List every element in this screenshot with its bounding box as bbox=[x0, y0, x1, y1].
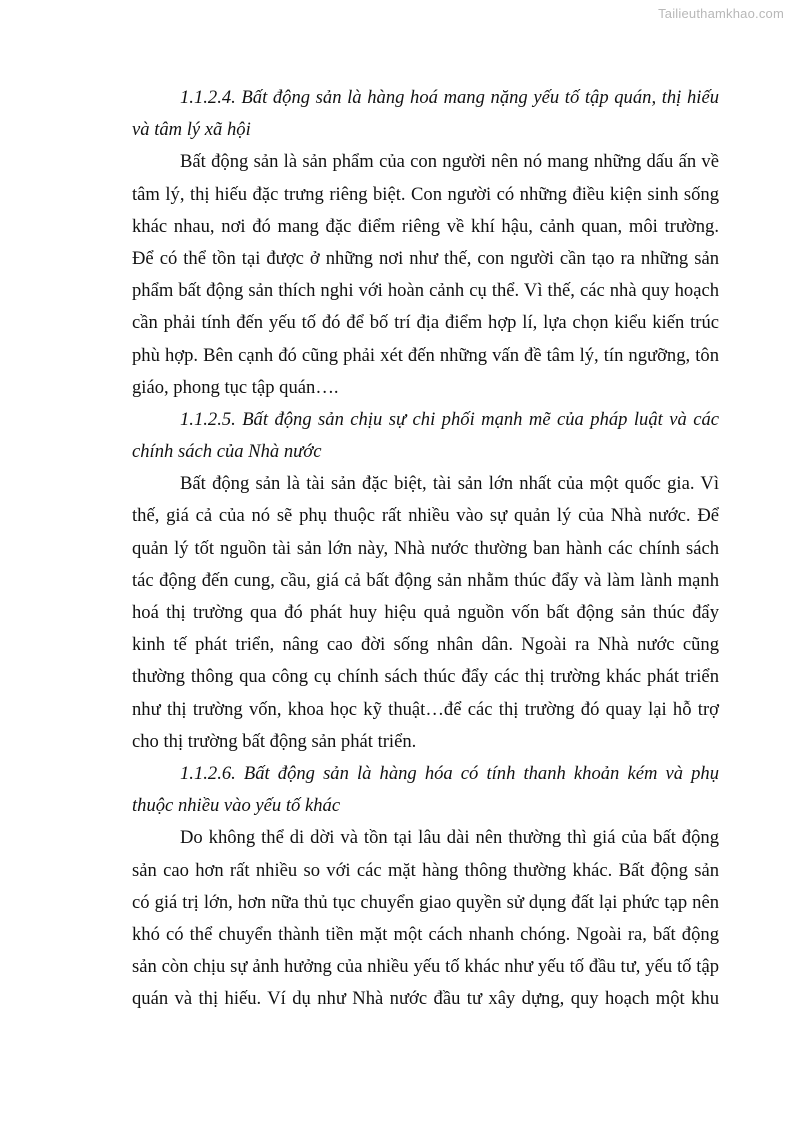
paragraph-line: Bất động sản là tài sản đặc biệt, tài sản lớn nhất của một quốc gia. Vì bbox=[180, 473, 719, 495]
paragraph-line: phẩm bất động sản thích nghi với hoàn cảnh cụ thể. Vì thế, các nhà quy hoạch bbox=[132, 280, 719, 302]
paragraph-line: có giá trị lớn, hơn nữa thủ tục chuyển giao quyền sử dụng đất lại phức tạp nên bbox=[132, 891, 719, 913]
section-heading-line: thuộc nhiều vào yếu tố khác bbox=[132, 795, 341, 817]
paragraph-line: quán và thị hiếu. Ví dụ như Nhà nước đầu tư xây dựng, quy hoạch một khu bbox=[132, 988, 719, 1010]
section-heading-line: 1.1.2.5. Bất động sản chịu sự chi phối mạnh mẽ của pháp luật và các bbox=[180, 408, 719, 430]
paragraph-line: phù hợp. Bên cạnh đó cũng phải xét đến những vấn đề tâm lý, tín ngưỡng, tôn bbox=[132, 344, 719, 366]
paragraph-line: Bất động sản là sản phẩm của con người nên nó mang những dấu ấn về bbox=[180, 151, 719, 173]
watermark: Tailieuthamkhao.com bbox=[658, 6, 784, 21]
section-heading-line: chính sách của Nhà nước bbox=[132, 441, 322, 463]
paragraph-line: cho thị trường bất động sản phát triển. bbox=[132, 730, 417, 752]
paragraph-line: khác nhau, nơi đó mang đặc điểm riêng về khí hậu, cảnh quan, môi trường. bbox=[132, 215, 719, 237]
paragraph-line: khó có thể chuyển thành tiền mặt một cách nhanh chóng. Ngoài ra, bất động bbox=[132, 923, 719, 945]
paragraph-line: quản lý tốt nguồn tài sản lớn này, Nhà nước thường ban hành các chính sách bbox=[132, 537, 719, 559]
section-heading-line: 1.1.2.6. Bất động sản là hàng hóa có tính thanh khoản kém và phụ bbox=[180, 762, 719, 784]
paragraph-line: cần phải tính đến yếu tố đó để bố trí địa điểm hợp lí, lựa chọn kiểu kiến trúc bbox=[132, 312, 719, 334]
paragraph-line: tác động đến cung, cầu, giá cả bất động sản nhằm thúc đẩy và làm lành mạnh bbox=[132, 569, 719, 591]
document-body bbox=[132, 82, 719, 1015]
paragraph-line: Do không thể di dời và tồn tại lâu dài nên thường thì giá của bất động bbox=[180, 827, 719, 849]
paragraph-line: tâm lý, thị hiếu đặc trưng riêng biệt. Con người có những điều kiện sinh sống bbox=[132, 183, 719, 205]
paragraph-line: thế, giá cả của nó sẽ phụ thuộc rất nhiều vào sự quản lý của Nhà nước. Để bbox=[132, 505, 719, 527]
paragraph-line: sản cao hơn rất nhiều so với các mặt hàng thông thường khác. Bất động sản bbox=[132, 859, 719, 881]
section-heading-line: và tâm lý xã hội bbox=[132, 119, 251, 141]
paragraph-line: kinh tế phát triển, nâng cao đời sống nhân dân. Ngoài ra Nhà nước cũng bbox=[132, 634, 719, 656]
section-heading-line: 1.1.2.4. Bất động sản là hàng hoá mang nặng yếu tố tập quán, thị hiếu bbox=[180, 87, 719, 108]
paragraph-line: giáo, phong tục tập quán…. bbox=[132, 376, 339, 398]
paragraph-line: thường thông qua công cụ chính sách thúc đẩy các thị trường khác phát triển bbox=[132, 666, 719, 688]
paragraph-line: Để có thể tồn tại được ở những nơi như thế, con người cần tạo ra những sản bbox=[132, 247, 719, 269]
paragraph-line: như thị trường vốn, khoa học kỹ thuật…để các thị trường đó quay lại hỗ trợ bbox=[132, 698, 719, 720]
paragraph-line: sản còn chịu sự ảnh hưởng của nhiều yếu tố khác như yếu tố đầu tư, yếu tố tập bbox=[132, 956, 719, 978]
paragraph-line: hoá thị trường qua đó phát huy hiệu quả nguồn vốn bất động sản thúc đẩy bbox=[132, 602, 719, 623]
